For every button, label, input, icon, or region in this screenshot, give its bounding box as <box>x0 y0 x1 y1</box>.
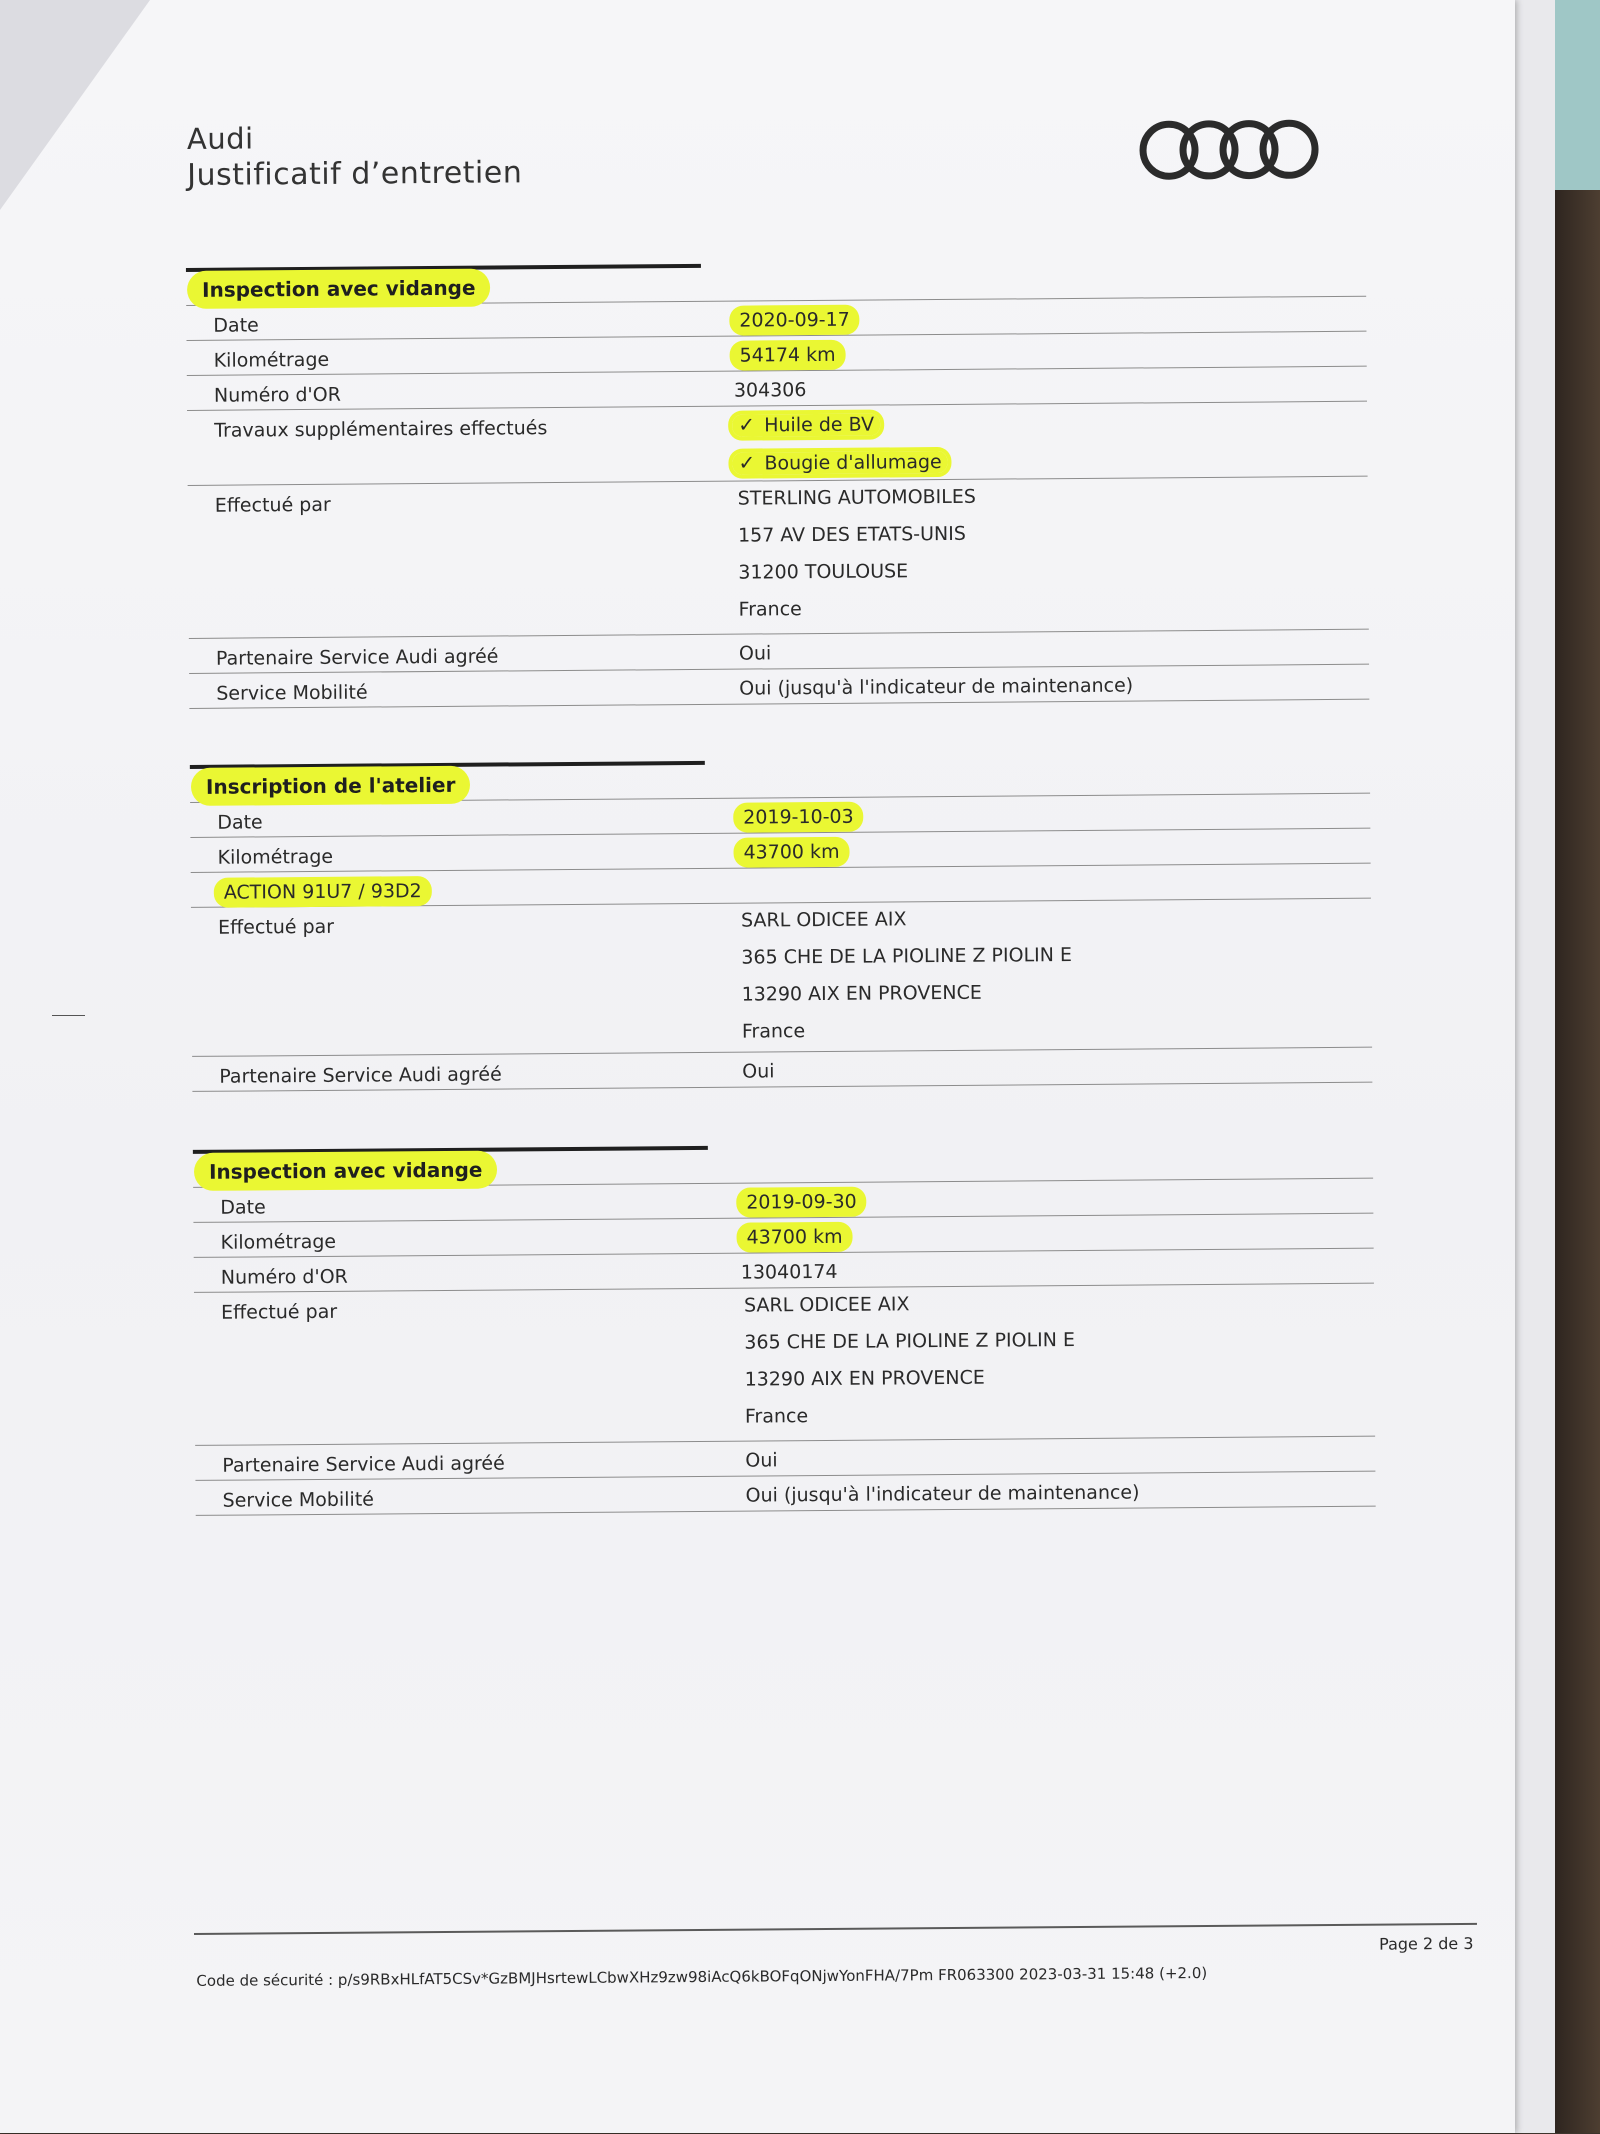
performed-by-label: Effectué par <box>221 1300 338 1324</box>
garage-city: 31200 TOULOUSE <box>738 560 909 584</box>
brand-name: Audi <box>186 121 254 156</box>
garage-city: 13290 AIX EN PROVENCE <box>744 1366 985 1391</box>
document-title: Justificatif d’entretien <box>187 155 523 193</box>
audi-four-rings-icon <box>1133 117 1333 183</box>
garage-name: STERLING AUTOMOBILES <box>737 485 976 510</box>
security-code: Code de sécurité : p/s9RBxHLfAT5CSv*GzBMJHsrtewLCbwXHz9zw98iAcQ6kBOFqONjwYonFHA/7Pm FR063300 2023-03-31 15:48 (+2.0) <box>196 1963 1208 1990</box>
extra-work-label: Travaux supplémentaires effectués <box>214 417 548 442</box>
mileage-value: 43700 km <box>737 841 845 864</box>
date-value: 2020-09-17 <box>733 309 856 332</box>
mileage-value: 43700 km <box>740 1226 848 1249</box>
date-label: Date <box>213 314 259 337</box>
extra-work-item <box>732 411 947 451</box>
mileage-label: Kilométrage <box>217 845 334 869</box>
garage-country: France <box>741 1020 806 1043</box>
date-value: 2019-09-30 <box>740 1191 863 1214</box>
footer-rule <box>194 1923 1477 1935</box>
section-inspection-2019 <box>193 1141 1376 1516</box>
or-number-value: 13040174 <box>740 1260 838 1284</box>
extra-work-row <box>187 402 1368 486</box>
mileage-value: 54174 km <box>734 344 842 367</box>
garage-address <box>738 486 977 636</box>
date-label: Date <box>217 811 263 834</box>
mobility-value: Oui (jusqu'à l'indicateur de maintenance) <box>739 674 1134 700</box>
mileage-label: Kilométrage <box>213 348 330 372</box>
performed-by-label: Effectué par <box>214 493 331 517</box>
section-workshop-2019 <box>190 756 1373 1092</box>
date-value: 2019-10-03 <box>737 806 860 829</box>
partner-value: Oui <box>738 642 772 665</box>
extra-work-list <box>732 411 948 489</box>
partner-label: Partenaire Service Audi agréé <box>215 645 499 670</box>
mobility-value: Oui (jusqu'à l'indicateur de maintenance) <box>745 1481 1140 1507</box>
checkmark-icon: ✓ <box>738 450 756 475</box>
performed-by-label: Effectué par <box>218 915 335 939</box>
section-inspection-2020 <box>186 259 1369 709</box>
mileage-label: Kilométrage <box>220 1230 337 1254</box>
partner-label: Partenaire Service Audi agréé <box>222 1452 505 1477</box>
or-number-label: Numéro d'OR <box>213 383 341 407</box>
date-label: Date <box>220 1196 266 1219</box>
garage-street: 365 CHE DE LA PIOLINE Z PIOLIN E <box>744 1329 1076 1354</box>
mobility-label: Service Mobilité <box>222 1488 375 1512</box>
garage-street: 157 AV DES ETATS-UNIS <box>737 522 966 547</box>
mobility-label: Service Mobilité <box>216 681 368 705</box>
checkmark-icon: ✓ <box>738 412 756 437</box>
section-title: Inscription de l'atelier <box>198 773 464 799</box>
action-code: ACTION 91U7 / 93D2 <box>218 880 428 904</box>
extra-work-text: Bougie d'allumage <box>764 451 942 475</box>
extra-work-text: Huile de BV <box>764 413 875 437</box>
or-number-label: Numéro d'OR <box>220 1265 348 1289</box>
section-title: Inspection avec vidange <box>201 1158 491 1184</box>
performed-by-row <box>194 1284 1375 1446</box>
garage-country: France <box>744 1405 809 1428</box>
section-title: Inspection avec vidange <box>194 276 484 302</box>
performed-by-row <box>188 477 1369 639</box>
performed-by-row <box>191 899 1372 1057</box>
garage-name: SARL ODICEE AIX <box>740 908 907 932</box>
garage-address <box>741 907 1073 1058</box>
page-number: Page 2 de 3 <box>1379 1933 1474 1954</box>
partner-value: Oui <box>745 1449 778 1472</box>
garage-city: 13290 AIX EN PROVENCE <box>741 981 982 1006</box>
partner-value: Oui <box>742 1060 775 1083</box>
garage-address <box>744 1292 1076 1443</box>
partner-label: Partenaire Service Audi agréé <box>219 1063 502 1088</box>
garage-country: France <box>738 598 802 621</box>
garage-name: SARL ODICEE AIX <box>744 1293 910 1317</box>
or-number-value: 304306 <box>733 379 807 402</box>
garage-street: 365 CHE DE LA PIOLINE Z PIOLIN E <box>741 944 1073 969</box>
